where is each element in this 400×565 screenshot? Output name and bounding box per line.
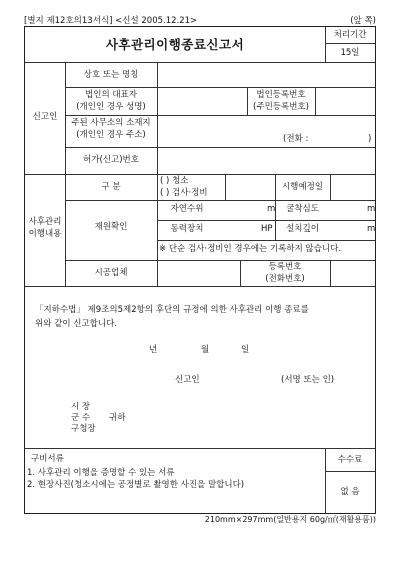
install-depth-label: 설치깊이 bbox=[286, 224, 319, 234]
divider bbox=[325, 43, 375, 44]
divider bbox=[25, 286, 375, 287]
document-item-1: 1. 사후관리 이행을 증명할 수 있는 서류 bbox=[27, 468, 175, 478]
inspection-note: ※ 단순 검사·정비인 경우에는 기록하지 않습니다. bbox=[159, 244, 342, 254]
unit-meter: m bbox=[367, 224, 376, 234]
documents-label: 구비서류 bbox=[31, 454, 64, 464]
divider bbox=[330, 174, 331, 200]
page-side: (앞 쪽) bbox=[350, 16, 376, 26]
phone-close: ) bbox=[368, 134, 372, 144]
fee-value: 없 음 bbox=[340, 487, 360, 497]
permit-number-label: 허가(신고)번호 bbox=[83, 155, 139, 165]
statement-line-1: 「지하수법」 제9조의5제2항의 후단의 규정에 의한 사후관리 이행 종료를 bbox=[35, 305, 309, 315]
execution-date-label: 시행예정일 bbox=[281, 182, 324, 192]
contractor-phone-label: (전화번호) bbox=[265, 274, 305, 284]
divider bbox=[157, 220, 375, 221]
option-cleaning: ( ) 청소 bbox=[160, 176, 189, 186]
statement-line-2: 위와 같이 신고합니다. bbox=[35, 319, 118, 329]
category-label: 구 분 bbox=[101, 182, 121, 192]
aftercare-section-sub-label: 이행내용 bbox=[28, 229, 62, 239]
address-label: 주된 사무소의 소재지 bbox=[71, 118, 151, 128]
phone-label: (전화 : bbox=[283, 134, 309, 144]
unit-horsepower: HP bbox=[261, 224, 273, 234]
form-title: 사후관리이행종료신고서 bbox=[105, 37, 245, 52]
representative-sub-label: (개인인 경우 성명) bbox=[76, 102, 146, 112]
addressee-mayor: 시 장 bbox=[71, 402, 91, 412]
contractor-registration-label: 등록번호 bbox=[268, 262, 302, 272]
divider bbox=[325, 471, 375, 472]
resource-check-label: 재원확인 bbox=[94, 222, 128, 232]
drilling-depth-label: 굴착심도 bbox=[286, 204, 319, 214]
applicant-section-label: 신고인 bbox=[32, 112, 58, 122]
fee-label: 수수료 bbox=[337, 455, 363, 465]
aftercare-section-label: 사후관리 bbox=[28, 217, 62, 227]
divider bbox=[157, 62, 158, 174]
processing-period-label: 처리기간 bbox=[333, 30, 367, 40]
divider bbox=[65, 87, 375, 88]
registration-number-label: 법인등록번호 bbox=[256, 90, 306, 100]
addressee-district: 구청장 bbox=[71, 424, 96, 434]
divider bbox=[225, 174, 226, 200]
power-unit-label: 동력장치 bbox=[170, 224, 204, 234]
date-year: 년 bbox=[149, 345, 158, 355]
processing-period-value: 15일 bbox=[340, 48, 360, 58]
unit-meter: m bbox=[267, 204, 276, 214]
reporter-label: 신고인 bbox=[175, 375, 200, 385]
divider bbox=[157, 240, 375, 241]
representative-label: 법인의 대표자 bbox=[85, 90, 137, 100]
trade-name-label: 상호 또는 명칭 bbox=[83, 70, 139, 80]
divider bbox=[330, 260, 331, 286]
paper-spec: 210mm×297mm(일반용지 60g/㎡(재활용품)) bbox=[204, 515, 376, 524]
registration-number-sub-label: (주민등록번호) bbox=[253, 102, 309, 112]
divider bbox=[25, 62, 375, 63]
address-sub-label: (개인인 경우 주소) bbox=[76, 130, 146, 140]
form-number: [별지 제12호의13서식] <신설 2005.12.21> bbox=[24, 16, 198, 26]
signature-label: (서명 또는 인) bbox=[281, 375, 335, 385]
option-inspection: ( ) 검사·정비 bbox=[160, 188, 208, 198]
addressee-county: 군 수 bbox=[71, 413, 91, 423]
date-month: 월 bbox=[201, 345, 210, 355]
divider bbox=[65, 260, 375, 261]
report-form bbox=[24, 26, 376, 514]
natural-water-level-label: 자연수위 bbox=[170, 204, 204, 214]
divider bbox=[25, 448, 375, 449]
divider bbox=[65, 115, 375, 116]
unit-meter: m bbox=[367, 204, 376, 214]
divider bbox=[25, 174, 375, 175]
divider bbox=[65, 200, 375, 201]
document-item-2: 2. 현장사진(청소시에는 공정별로 촬영한 사진을 말합니다) bbox=[27, 480, 245, 490]
divider bbox=[65, 147, 375, 148]
addressee-suffix: 귀하 bbox=[109, 413, 126, 423]
date-day: 일 bbox=[241, 345, 250, 355]
form-header bbox=[24, 14, 376, 26]
contractor-label: 시공업체 bbox=[94, 268, 128, 278]
divider bbox=[315, 87, 316, 115]
